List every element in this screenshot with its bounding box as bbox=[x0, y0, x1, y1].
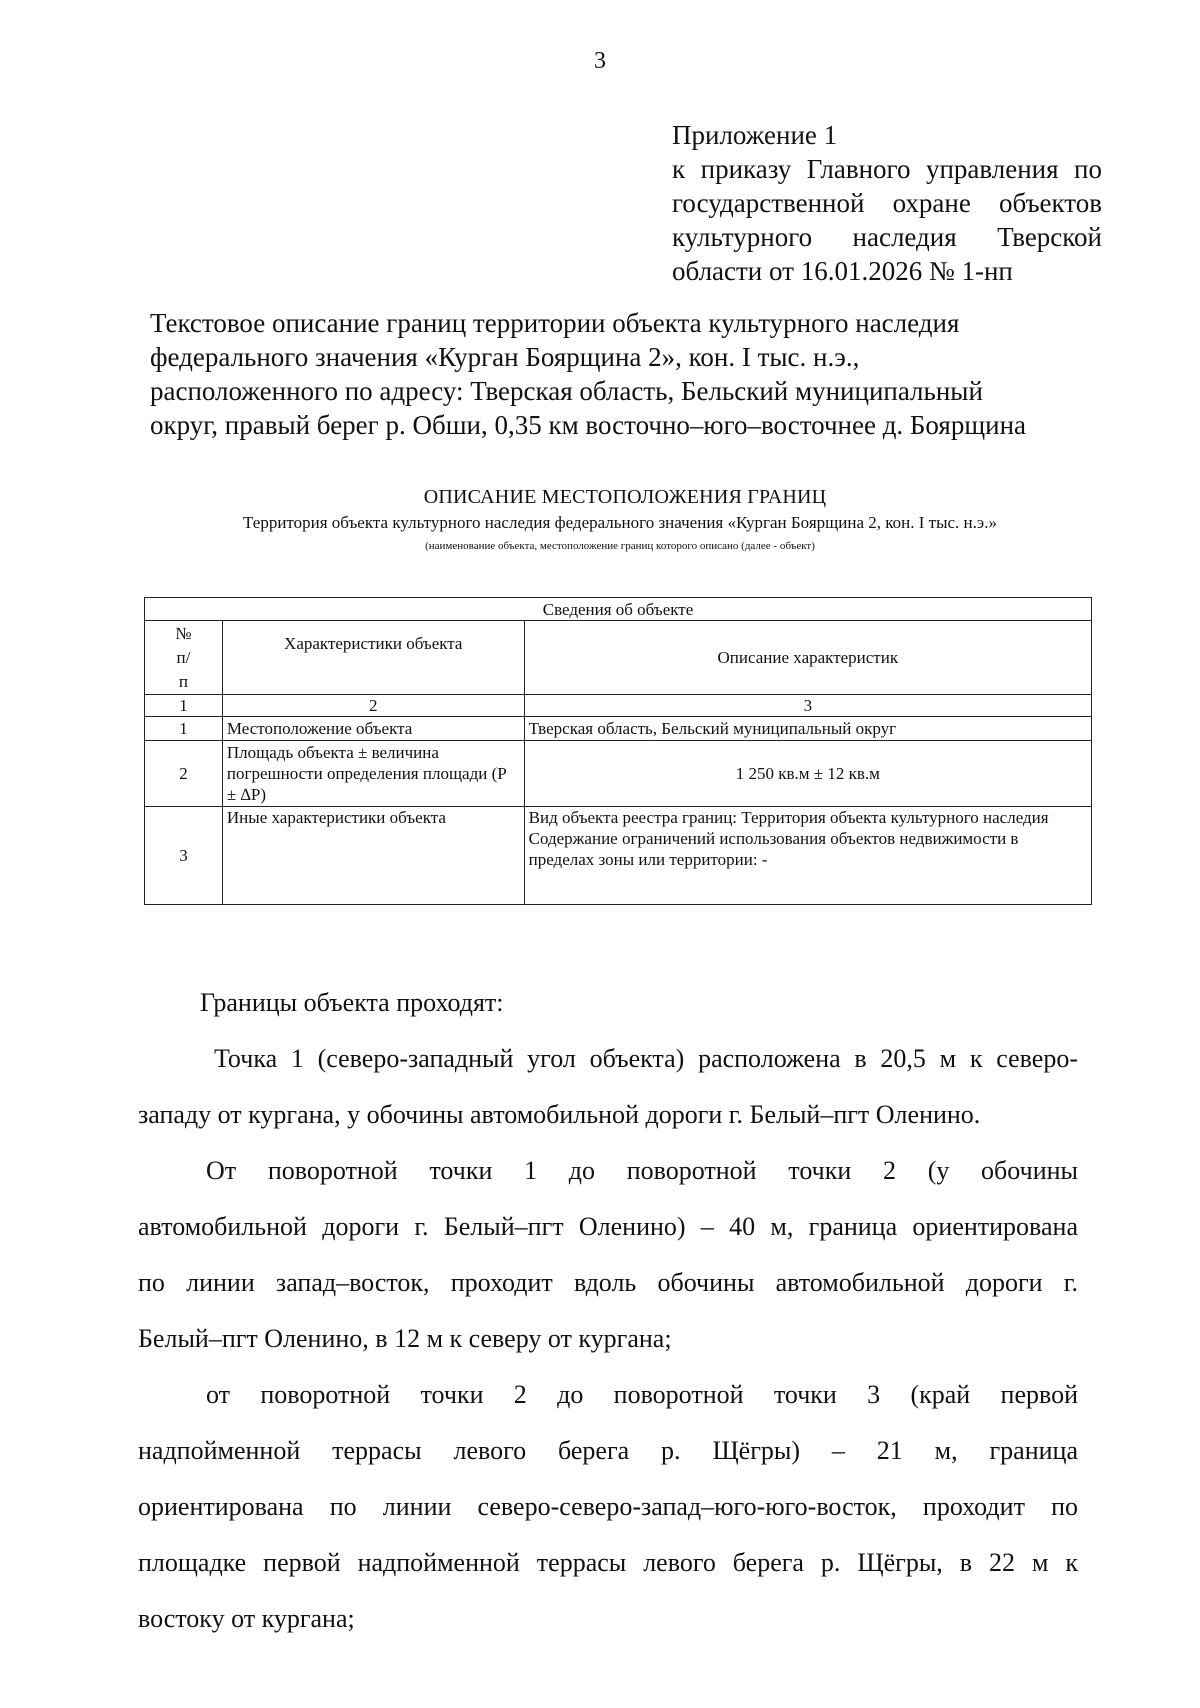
document-title bbox=[150, 306, 1090, 442]
paragraph-line: от поворотной точки 2 до поворотной точки 3 (край первой bbox=[206, 1380, 1078, 1409]
header-description: Описание характеристик bbox=[524, 621, 1091, 695]
annex-line: Приложение 1 bbox=[672, 120, 838, 150]
page-number: 3 bbox=[594, 48, 606, 74]
paragraph-line: востоку от кургана; bbox=[138, 1604, 355, 1633]
paragraph-line: От поворотной точки 1 до поворотной точки 2 (у обочины bbox=[206, 1156, 1078, 1185]
section-object-name: Территория объекта культурного наследия федерального значения «Курган Боярщина 2, кон. I тыс. н.э.» bbox=[243, 513, 997, 532]
table-row bbox=[145, 741, 1092, 807]
title-line: расположенного по адресу: Тверская область, Бельский муниципальный bbox=[150, 376, 983, 406]
row-description-part: Вид объекта реестра границ: Территория объекта культурного наследия bbox=[528, 808, 1049, 827]
table-caption: Сведения об объекте bbox=[145, 598, 1092, 621]
body-text bbox=[138, 975, 1078, 1647]
title-line: округ, правый берег р. Обши, 0,35 км восточно–юго–восточнее д. Боярщина bbox=[150, 410, 1027, 440]
paragraph-line: западу от кургана, у обочины автомобильной дороги г. Белый–пгт Оленино. bbox=[138, 1100, 981, 1129]
row-description: 1 250 кв.м ± 12 кв.м bbox=[524, 741, 1091, 807]
row-characteristic: Иные характеристики объекта bbox=[222, 807, 524, 905]
row-num: 2 bbox=[145, 741, 223, 807]
object-info-table bbox=[144, 597, 1092, 905]
body-paragraph bbox=[138, 1031, 1078, 1143]
table-row bbox=[145, 807, 1092, 905]
row-num: 3 bbox=[145, 807, 223, 905]
section-heading: ОПИСАНИЕ МЕСТОПОЛОЖЕНИЯ ГРАНИЦ bbox=[423, 486, 827, 508]
body-intro: Границы объекта проходят: bbox=[200, 988, 504, 1017]
table-row bbox=[145, 717, 1092, 741]
title-line: федерального значения «Курган Боярщина 2», кон. I тыс. н.э., bbox=[150, 342, 860, 372]
row-description bbox=[524, 807, 1091, 905]
paragraph-line: площадке первой надпойменной террасы левого берега р. Щёгры, в 22 м к bbox=[138, 1548, 1078, 1577]
header-characteristic: Характеристики объекта bbox=[222, 621, 524, 695]
paragraph-line: Точка 1 (северо-западный угол объекта) расположена в 20,5 м к северо- bbox=[214, 1044, 1078, 1073]
col-number: 2 bbox=[222, 695, 524, 717]
paragraph-line: надпойменной террасы левого берега р. Щёгры) – 21 м, граница bbox=[138, 1436, 1078, 1465]
body-paragraph bbox=[138, 1143, 1078, 1367]
annex-block bbox=[672, 118, 1102, 288]
row-num: 1 bbox=[145, 717, 223, 741]
row-characteristic: Местоположение объекта bbox=[222, 717, 524, 741]
row-characteristic: Площадь объекта ± величина погрешности определения площади (Р ± ∆Р) bbox=[222, 741, 524, 807]
body-paragraph bbox=[138, 1367, 1078, 1647]
row-description-part: Содержание ограничений использования объектов недвижимости в пределах зоны или территории: - bbox=[528, 829, 1019, 869]
title-line: Текстовое описание границ территории объекта культурного наследия bbox=[150, 308, 960, 338]
paragraph-line: автомобильной дороги г. Белый–пгт Оленино) – 40 м, граница ориентирована bbox=[138, 1212, 1078, 1241]
col-number: 1 bbox=[145, 695, 223, 717]
header-num: № п/ п bbox=[145, 621, 223, 695]
section-note: (наименование объекта, местоположение границ которого описано (далее - объект) bbox=[425, 540, 815, 552]
annex-line: области от 16.01.2026 № 1-нп bbox=[672, 256, 1013, 286]
paragraph-line: Белый–пгт Оленино, в 12 м к северу от кургана; bbox=[138, 1324, 672, 1353]
paragraph-line: ориентирована по линии северо-северо-запад–юго-юго-восток, проходит по bbox=[138, 1492, 1078, 1521]
col-number: 3 bbox=[524, 695, 1091, 717]
annex-line: к приказу Главного управления по bbox=[672, 154, 1102, 184]
annex-line: государственной охране объектов bbox=[672, 188, 1102, 218]
row-description: Тверская область, Бельский муниципальный округ bbox=[524, 717, 1091, 741]
paragraph-line: по линии запад–восток, проходит вдоль обочины автомобильной дороги г. bbox=[138, 1268, 1078, 1297]
annex-line: культурного наследия Тверской bbox=[672, 222, 1102, 252]
